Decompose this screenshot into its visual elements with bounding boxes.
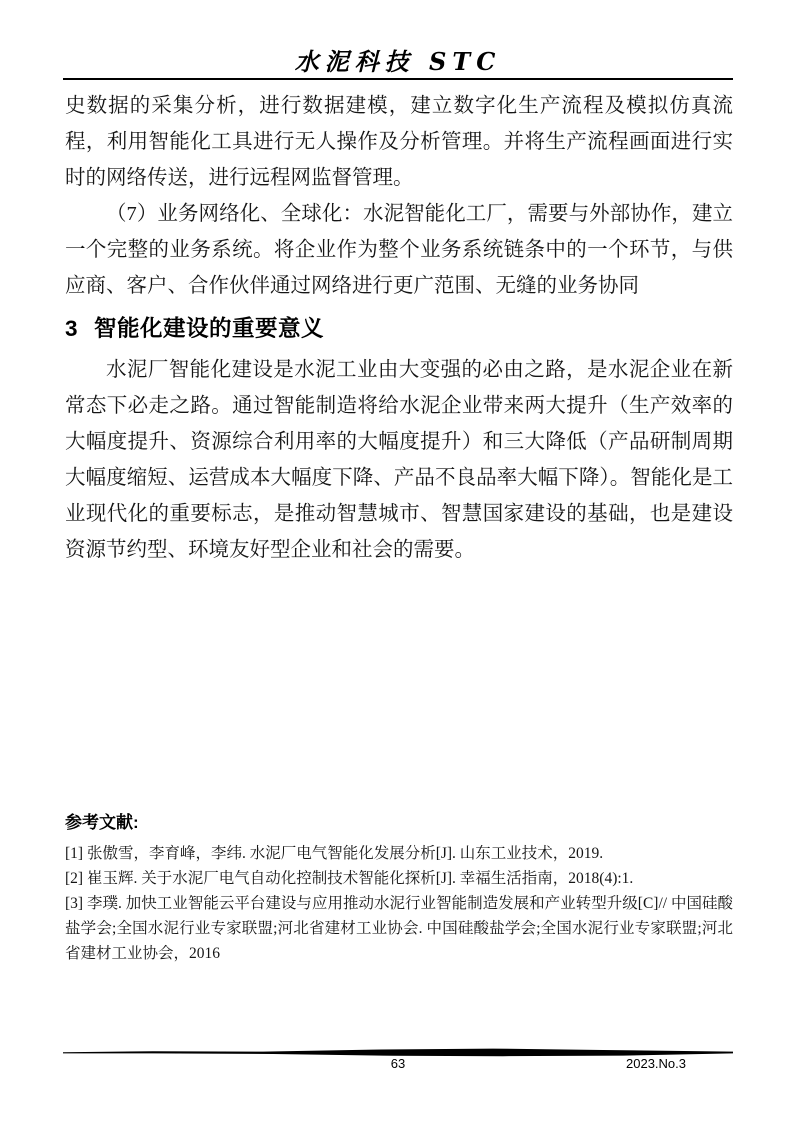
reference-item-3: [3] 李璞. 加快工业智能云平台建设与应用推动水泥行业智能制造发展和产业转型升级[C]// 中国硅酸盐学会;全国水泥行业专家联盟;河北省建材工业协会. 中国硅酸盐学会;全国水泥行业专家联盟;河北省建材工业协会，2016: [65, 895, 733, 962]
paragraph-section-body: 水泥厂智能化建设是水泥工业由大变强的必由之路，是水泥企业在新常态下必走之路。通过智能制造将给水泥企业带来两大提升（生产效率的大幅度提升、资源综合利用率的大幅度提升）和三大降低（产品研制周期大幅度缩短、运营成本大幅度下降、产品不良品率大幅下降）。智能化是工业现代化的重要标志，是推动智慧城市、智慧国家建设的基础，也是建设资源节约型、环境友好型企业和社会的需要。: [65, 359, 733, 561]
section-number: 3: [65, 316, 79, 341]
references-title: 参考文献:: [65, 813, 139, 832]
page-header: [63, 42, 733, 77]
article-body: [65, 88, 733, 568]
paragraph-item-7: （7）业务网络化、全球化：水泥智能化工厂，需要与外部协作，建立一个完整的业务系统。将企业作为整个业务系统链条中的一个环节，与供应商、客户、合作伙伴通过网络进行更广范围、无缝的业务协同: [65, 203, 733, 297]
issue-label: 2023.No.3: [626, 1056, 686, 1071]
header-divider: [63, 78, 733, 80]
reference-item-1: [1] 张傲雪，李育峰，李纬. 水泥厂电气智能化发展分析[J]. 山东工业技术，2019.: [65, 845, 604, 862]
journal-title: 水泥科技 STC: [294, 47, 502, 76]
section-title: 智能化建设的重要意义: [94, 316, 325, 341]
page-footer: [63, 1056, 733, 1074]
reference-item-2: [2] 崔玉辉. 关于水泥厂电气自动化控制技术智能化探析[J]. 幸福生活指南，2018(4):1.: [65, 870, 634, 887]
paragraph-continuation: 史数据的采集分析，进行数据建模，建立数字化生产流程及模拟仿真流程，利用智能化工具进行无人操作及分析管理。并将生产流程画面进行实时的网络传送，进行远程网监督管理。: [65, 95, 733, 189]
page-number: 63: [390, 1056, 406, 1071]
references-section: [65, 808, 733, 966]
section-heading: [65, 311, 733, 343]
